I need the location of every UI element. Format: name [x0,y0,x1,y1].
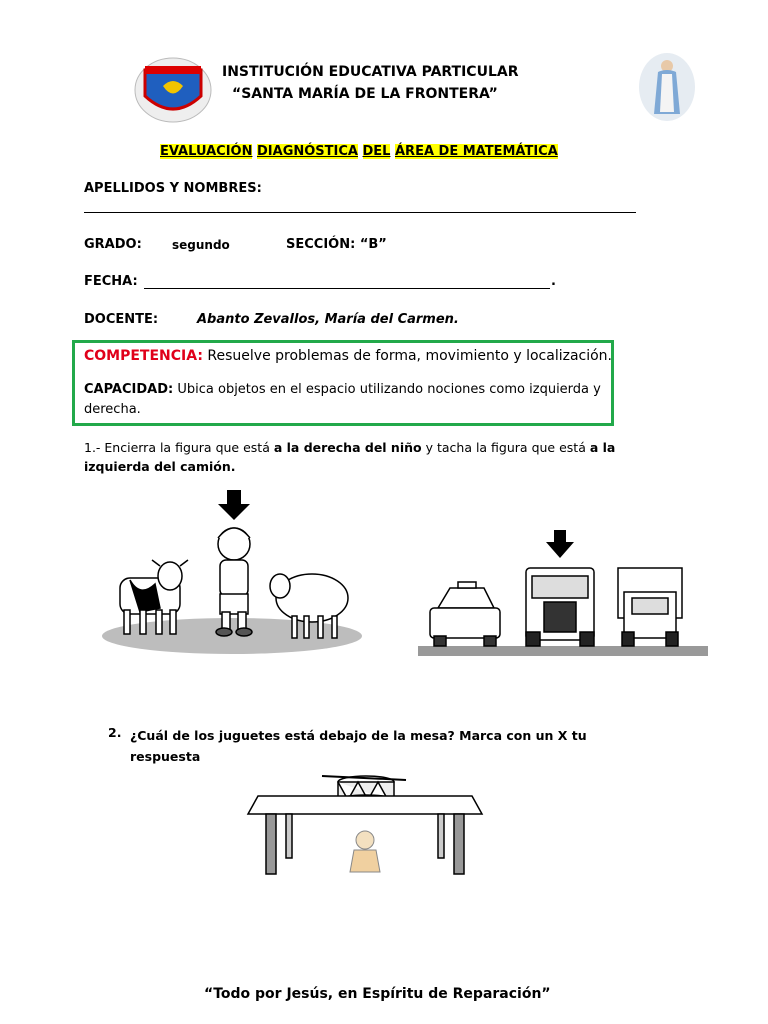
doll-icon [350,831,380,872]
q1-bold-2: a la izquierda del camión. [84,440,616,474]
school-name: “SANTA MARÍA DE LA FRONTERA” [232,86,498,102]
arrow-down-icon [546,530,574,558]
section-label: SECCIÓN: “B” [286,237,387,252]
question-2-text: ¿Cuál de los juguetes está debajo de la mesa? Marca con un X tu respuesta [130,728,587,764]
date-field[interactable] [144,282,550,289]
competence-label: COMPETENCIA: [84,348,203,364]
q1-bold-1: a la derecha del niño [273,440,422,455]
teacher-name: Abanto Zevallos, María del Carmen. [197,312,459,327]
cargo-truck-icon [618,568,682,646]
school-logo [133,56,213,124]
title-word-1: EVALUACIÓN [160,144,253,159]
capacity-text: Ubica objetos en el espacio utilizando nociones como izquierda y derecha. [84,382,601,417]
title-word-2: DIAGNÓSTICA [257,144,358,159]
arrow-down-icon [218,490,250,520]
names-label: APELLIDOS Y NOMBRES: [84,181,262,196]
competence-text: Resuelve problemas de forma, movimiento y localización. [207,348,613,364]
grade-label: GRADO: [84,237,142,252]
q1-part-1: 1.- Encierra la figura que está [84,440,270,455]
vehicles-illustration [418,528,708,660]
names-field[interactable] [84,206,636,213]
footer-motto: “Todo por Jesús, en Espíritu de Reparación” [204,986,551,1002]
title-word-3: DEL [362,144,391,159]
title-word-4: ÁREA DE MATEMÁTICA [395,144,558,159]
question-1-text [84,438,664,476]
question-2-number: 2. [108,725,122,740]
teacher-label: DOCENTE: [84,312,159,327]
school-type: INSTITUCIÓN EDUCATIVA PARTICULAR [222,64,519,80]
q1-part-2: y tacha la figura que está [425,440,586,455]
table-toys-illustration [244,772,486,878]
car-icon [430,582,500,646]
virgin-image-logo [638,52,696,122]
capacity-label: CAPACIDAD: [84,382,174,397]
capacity-paragraph [84,380,604,420]
competence-line [84,348,612,364]
grade-value: segundo [172,238,230,252]
page-title [160,144,558,159]
date-end: . [551,274,556,289]
animals-boy-illustration [100,488,368,660]
date-label: FECHA: [84,274,138,289]
truck-icon [526,568,594,646]
